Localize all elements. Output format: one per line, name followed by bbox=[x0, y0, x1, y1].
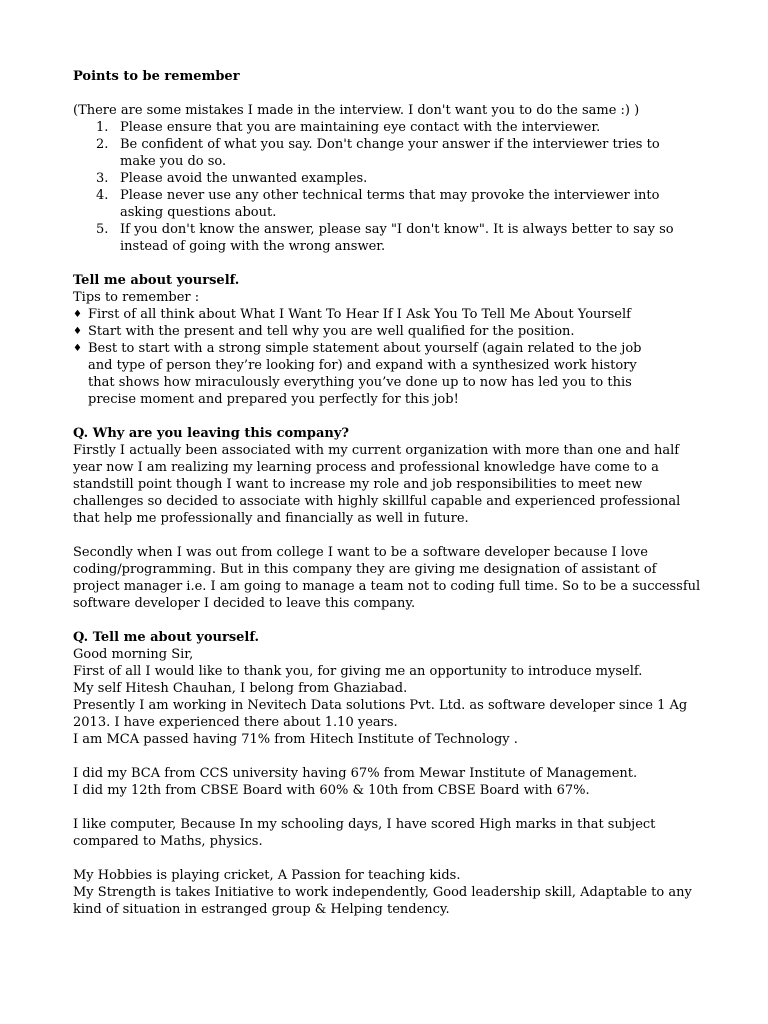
points-list-item bbox=[73, 136, 713, 170]
tip-text: and type of person they’re looking for) and expand with a synthesized work history bbox=[88, 358, 637, 373]
paragraph-line: First of all I would like to thank you, for giving me an opportunity to introduce myself. bbox=[73, 664, 643, 679]
paragraph-line: I did my BCA from CCS university having 67% from Mewar Institute of Management. bbox=[73, 766, 638, 781]
tell-tips-heading: Tell me about yourself. bbox=[73, 273, 240, 288]
list-item-text: Please never use any other technical terms that may provoke the interviewer into bbox=[120, 188, 660, 203]
points-list-item bbox=[73, 187, 713, 221]
list-number: 3. bbox=[96, 171, 109, 186]
diamond-bullet-icon: ♦ bbox=[73, 326, 82, 337]
paragraph-line: I did my 12th from CBSE Board with 60% & 10th from CBSE Board with 67%. bbox=[73, 783, 590, 798]
paragraph-line: standstill point though I want to increase my role and job responsibilities to meet new bbox=[73, 477, 643, 492]
list-number: 4. bbox=[96, 188, 109, 203]
about-paragraph bbox=[73, 646, 713, 748]
points-list bbox=[73, 119, 713, 255]
points-heading: Points to be remember bbox=[73, 69, 240, 84]
spacer bbox=[73, 408, 713, 425]
tips-list-item bbox=[73, 323, 713, 340]
paragraph-line: compared to Maths, physics. bbox=[73, 834, 263, 849]
paragraph-line: Secondly when I was out from college I want to be a software developer because I love bbox=[73, 545, 648, 560]
tips-list-item bbox=[73, 306, 713, 323]
leaving-paragraph bbox=[73, 544, 713, 612]
leaving-paragraph bbox=[73, 442, 713, 527]
document-page bbox=[73, 68, 713, 918]
paragraph-line: Presently I am working in Nevitech Data solutions Pvt. Ltd. as software developer since 1 Ag bbox=[73, 698, 688, 713]
tips-list bbox=[73, 306, 713, 408]
list-item-text: Please ensure that you are maintaining eye contact with the interviewer. bbox=[120, 120, 601, 135]
list-item-text: Be confident of what you say. Don't change your answer if the interviewer tries to bbox=[120, 137, 660, 152]
tips-list-item bbox=[73, 340, 713, 408]
list-item-text: instead of going with the wrong answer. bbox=[120, 239, 386, 254]
list-item-text: asking questions about. bbox=[120, 205, 277, 220]
paragraph-line: challenges so decided to associate with highly skillful capable and experienced professional bbox=[73, 494, 681, 509]
paragraph-line: 2013. I have experienced there about 1.10 years. bbox=[73, 715, 398, 730]
list-number: 1. bbox=[96, 120, 109, 135]
tip-text: that shows how miraculously everything you’ve done up to now has led you to this bbox=[88, 375, 632, 390]
leaving-heading: Q. Why are you leaving this company? bbox=[73, 426, 350, 441]
points-list-item bbox=[73, 119, 713, 136]
spacer bbox=[73, 527, 713, 544]
spacer bbox=[73, 255, 713, 272]
list-item-text: make you do so. bbox=[120, 154, 227, 169]
about-paragraph bbox=[73, 816, 713, 850]
tip-text: precise moment and prepared you perfectly for this job! bbox=[88, 392, 459, 407]
about-heading: Q. Tell me about yourself. bbox=[73, 630, 260, 645]
list-item-text: Please avoid the unwanted examples. bbox=[120, 171, 368, 186]
tip-text: Best to start with a strong simple statement about yourself (again related to the job bbox=[88, 341, 642, 356]
diamond-bullet-icon: ♦ bbox=[73, 343, 82, 354]
points-list-item bbox=[73, 170, 713, 187]
spacer bbox=[73, 850, 713, 867]
list-item-text: If you don't know the answer, please say "I don't know". It is always better to say so bbox=[120, 222, 674, 237]
paragraph-line: My self Hitesh Chauhan, I belong from Ghaziabad. bbox=[73, 681, 408, 696]
paragraph-line: Firstly I actually been associated with my current organization with more than one and half bbox=[73, 443, 680, 458]
paragraph-line: that help me professionally and financially as well in future. bbox=[73, 511, 469, 526]
spacer bbox=[73, 85, 713, 102]
paragraph-line: My Hobbies is playing cricket, A Passion for teaching kids. bbox=[73, 868, 461, 883]
points-intro: (There are some mistakes I made in the interview. I don't want you to do the same :) ) bbox=[73, 103, 640, 118]
tip-text: First of all think about What I Want To Hear If I Ask You To Tell Me About Yourself bbox=[88, 307, 631, 322]
list-number: 2. bbox=[96, 137, 109, 152]
paragraph-line: My Strength is takes Initiative to work independently, Good leadership skill, Adaptable to any bbox=[73, 885, 692, 900]
spacer bbox=[73, 799, 713, 816]
paragraph-line: kind of situation in estranged group & Helping tendency. bbox=[73, 902, 450, 917]
paragraph-line: year now I am realizing my learning process and professional knowledge have come to a bbox=[73, 460, 659, 475]
about-paragraph bbox=[73, 765, 713, 799]
paragraph-line: I like computer, Because In my schooling days, I have scored High marks in that subject bbox=[73, 817, 656, 832]
tell-tips-subheading: Tips to remember : bbox=[73, 290, 200, 305]
paragraph-line: software developer I decided to leave this company. bbox=[73, 596, 416, 611]
spacer bbox=[73, 612, 713, 629]
about-paragraph bbox=[73, 867, 713, 918]
paragraph-line: coding/programming. But in this company they are giving me designation of assistant of bbox=[73, 562, 657, 577]
list-number: 5. bbox=[96, 222, 109, 237]
paragraph-line: project manager i.e. I am going to manage a team not to coding full time. So to be a successful bbox=[73, 579, 701, 594]
paragraph-line: I am MCA passed having 71% from Hitech Institute of Technology . bbox=[73, 732, 518, 747]
points-list-item bbox=[73, 221, 713, 255]
spacer bbox=[73, 748, 713, 765]
paragraph-line: Good morning Sir, bbox=[73, 647, 194, 662]
tip-text: Start with the present and tell why you are well qualified for the position. bbox=[88, 324, 575, 339]
diamond-bullet-icon: ♦ bbox=[73, 309, 82, 320]
